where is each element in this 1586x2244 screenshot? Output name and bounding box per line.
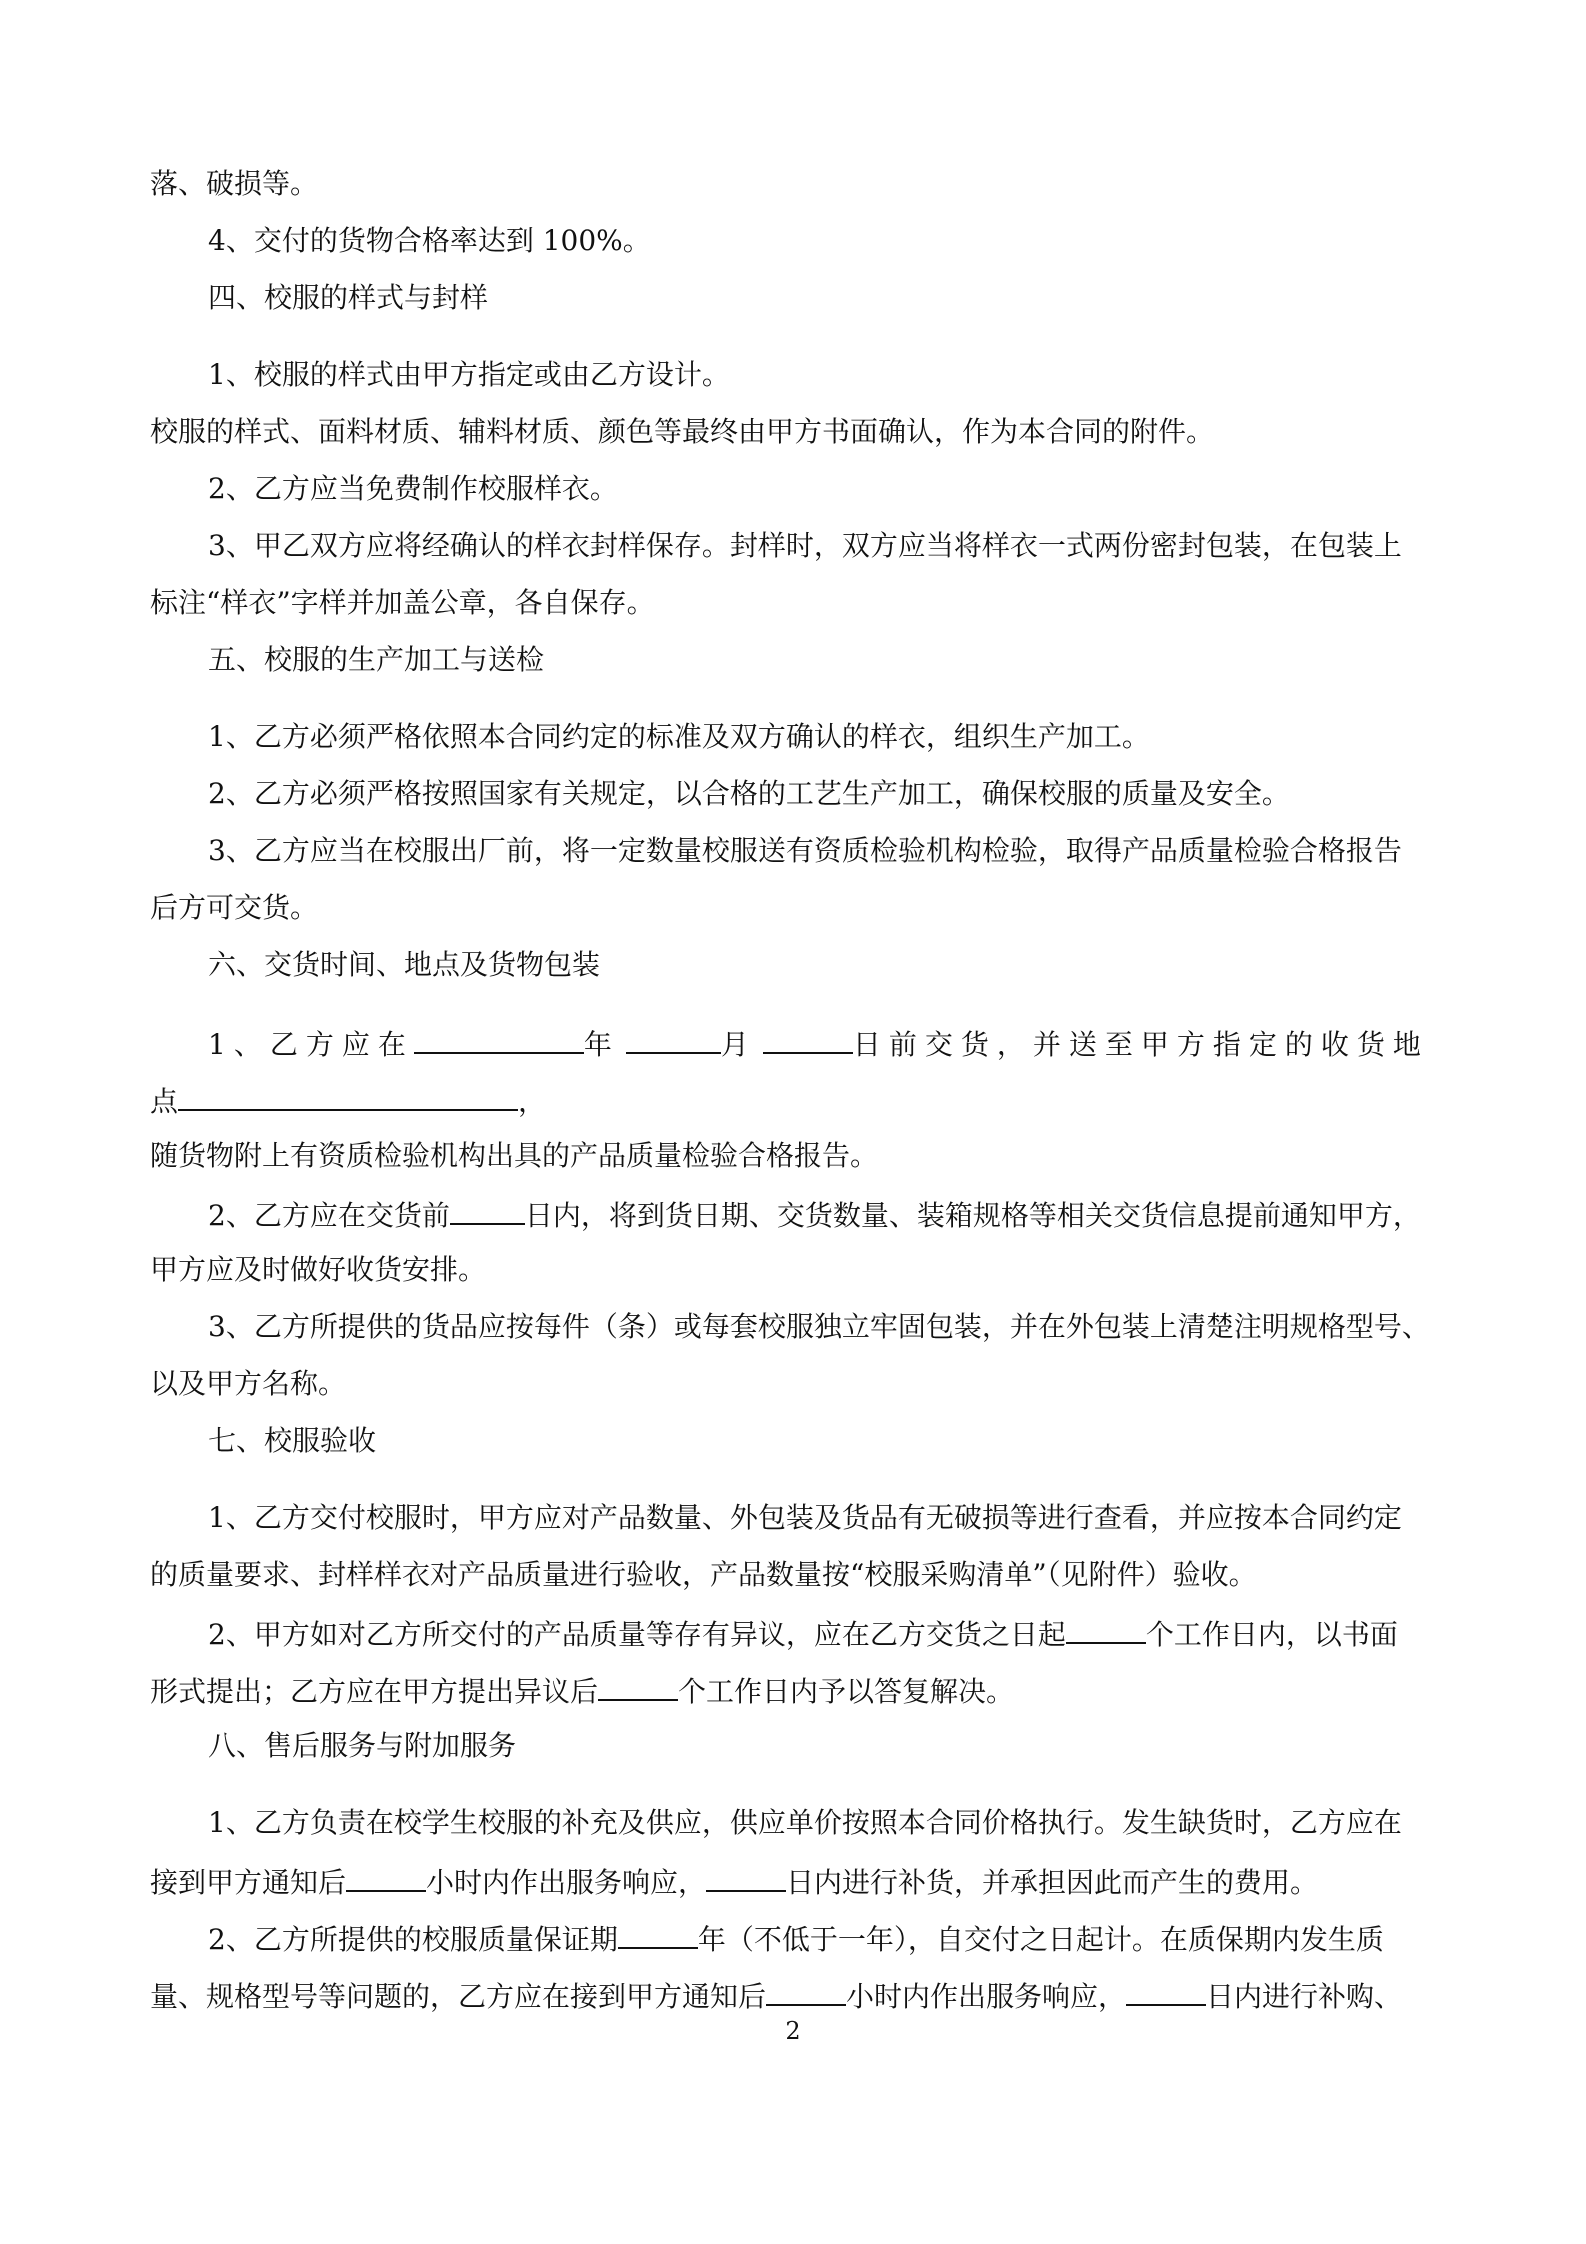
line-text: 接到甲方通知后 [150,1866,347,1899]
line-text: 月 [720,1028,749,1061]
line-text: ， [518,1085,547,1118]
paragraph-line-delivery-place [150,1079,1440,1119]
line-text: 小时内作出服务响应， [426,1866,707,1899]
blank-field-day [763,1022,853,1054]
line-text: 2、甲方如对乙方所交付的产品质量等存有异议，应在乙方交货之日起 [208,1618,1066,1651]
section-heading: 五、校服的生产加工与送检 [208,643,545,676]
line-text: 日内进行补货，并承担因此而产生的费用。 [786,1866,1319,1899]
paragraph-line-restock [150,1860,1440,1900]
paragraph-line: 的质量要求、封样样衣对产品质量进行验收，产品数量按“校服采购清单”（见附件）验收。 [150,1558,1257,1591]
line-text: 小时内作出服务响应， [846,1980,1127,2013]
paragraph-line: 1、乙方必须严格依照本合同约定的标准及双方确认的样衣，组织生产加工。 [208,720,1150,753]
section-heading: 四、校服的样式与封样 [208,281,489,314]
line-text: 量、规格型号等问题的，乙方应在接到甲方通知后 [150,1980,767,2013]
section-heading: 七、校服验收 [208,1424,377,1457]
paragraph-line: 随货物附上有资质检验机构出具的产品质量检验合格报告。 [150,1139,879,1172]
blank-field-days [450,1193,525,1225]
section-heading: 六、交货时间、地点及货物包装 [208,948,601,981]
paragraph-line: 后方可交货。 [150,891,319,924]
paragraph-line: 校服的样式、面料材质、辅料材质、颜色等最终由甲方书面确认，作为本合同的附件。 [150,415,1215,448]
paragraph-line-notice [208,1193,1440,1233]
blank-field-year [414,1022,584,1054]
page-number: 2 [785,2017,801,2045]
paragraph-line-delivery-date [208,1022,1440,1062]
paragraph-line: 3、乙方应当在校服出厂前，将一定数量校服送有资质检验机构检验，取得产品质量检验合格报告 [208,834,1402,867]
line-text: 日内，将到货日期、交货数量、装箱规格等相关交货信息提前通知甲方， [524,1199,1421,1232]
line-text: 个工作日内，以书面 [1145,1618,1398,1651]
paragraph-line: 甲方应及时做好收货安排。 [150,1253,487,1286]
line-text: 形式提出；乙方应在甲方提出异议后 [150,1675,599,1708]
blank-field-hours [766,1974,846,2006]
paragraph-line-warranty [208,1917,1440,1957]
section-heading: 八、售后服务与附加服务 [208,1729,517,1762]
paragraph-line: 1、乙方交付校服时，甲方应对产品数量、外包装及货品有无破损等进行查看，并应按本合同约定 [208,1501,1402,1534]
line-text: 点 [150,1085,179,1118]
blank-field-days [706,1860,786,1892]
line-text: 年（不低于一年），自交付之日起计。在质保期内发生质 [697,1923,1384,1956]
paragraph-line: 以及甲方名称。 [150,1367,347,1400]
blank-field-workdays [598,1669,678,1701]
line-text: 年 [583,1028,612,1061]
blank-field-days [1126,1974,1206,2006]
paragraph-line: 1、校服的样式由甲方指定或由乙方设计。 [208,358,730,391]
paragraph-line: 3、甲乙双方应将经确认的样衣封样保存。封样时，双方应当将样衣一式两份密封包装，在包装上 [208,529,1402,562]
paragraph-line-objection [208,1612,1440,1652]
paragraph-line: 标注“样衣”字样并加盖公章，各自保存。 [150,586,655,619]
paragraph-line: 落、破损等。 [150,167,319,200]
paragraph-line: 1、乙方负责在校学生校服的补充及供应，供应单价按照本合同价格执行。发生缺货时，乙方应在 [208,1806,1402,1839]
blank-field-workdays [1066,1612,1146,1644]
line-text: 1、乙方应在 [208,1028,414,1061]
line-text: 个工作日内予以答复解决。 [678,1675,1015,1708]
blank-field-month [626,1022,721,1054]
blank-field-hours [346,1860,426,1892]
paragraph-line: 2、乙方应当免费制作校服样衣。 [208,472,618,505]
paragraph-line: 4、交付的货物合格率达到 100%。 [208,224,651,257]
line-text: 2、乙方应在交货前 [208,1199,450,1232]
line-text: 日内进行补购、 [1206,1980,1403,2013]
blank-field-place [178,1079,518,1111]
paragraph-line: 2、乙方必须严格按照国家有关规定，以合格的工艺生产加工，确保校服的质量及安全。 [208,777,1290,810]
line-text: 日前交货，并送至甲方指定的收货地 [852,1028,1429,1061]
paragraph-line-warranty-response [150,1974,1440,2014]
blank-field-years [618,1917,698,1949]
paragraph-line: 3、乙方所提供的货品应按每件（条）或每套校服独立牢固包装，并在外包装上清楚注明规格型号、 [208,1310,1430,1343]
line-text: 2、乙方所提供的校服质量保证期 [208,1923,618,1956]
paragraph-line-reply [150,1669,1440,1709]
